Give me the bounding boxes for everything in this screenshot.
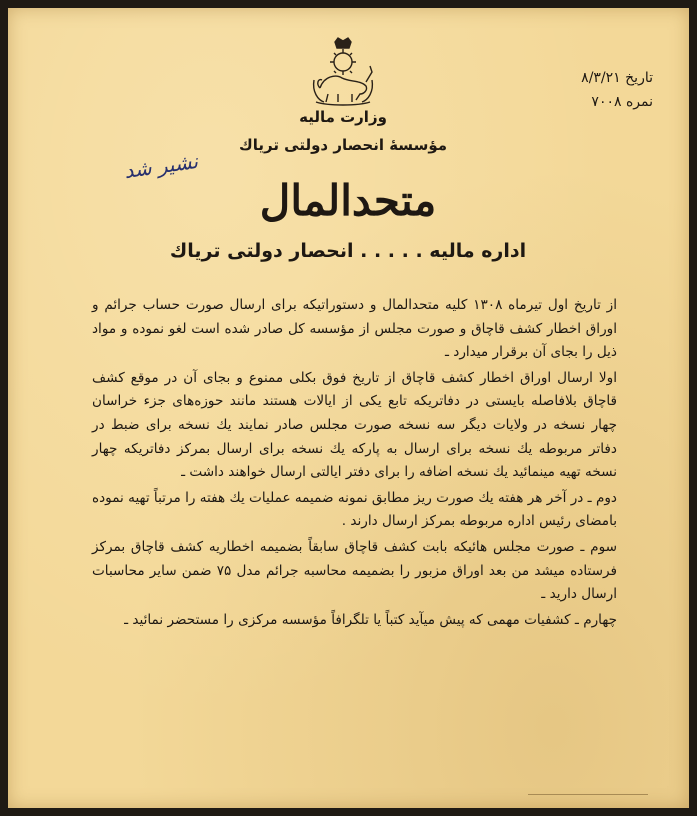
paragraph-intro: از تاریخ اول تیرماه ۱۳۰۸ کلیه متحدالمال و دستوراتیکه برای ارسال صورت حساب جرائم و اوراق اخطار کشف قاچاق و صورت مجلس از مؤسسه کل صادر شده است لغو نموده و مواد ذیل را بجای آن برقرار میدارد ـ bbox=[92, 297, 617, 361]
paragraph-fourth: چهارم ـ کشفیات مهمی که پیش میآید کتباً یا تلگرافاً مؤسسه مرکزی را مستحضر نمائید ـ bbox=[124, 611, 617, 628]
document-body bbox=[92, 294, 617, 634]
document-page bbox=[8, 8, 689, 808]
ministry-name: وزارت مالیه bbox=[299, 108, 387, 126]
lion-and-sun-emblem-icon bbox=[308, 36, 378, 108]
recipient-line: اداره مالیه . . . . . انحصار دولتی تریاك bbox=[169, 240, 527, 262]
paragraph-second: دوم ـ در آخر هر هفته یك صورت ریز مطابق نمونه ضمیمه عملیات یك هفته را مرتباً تهیه نموده بامضای رئیس اداره مربوطه بمرکز ارسال دارند . bbox=[92, 489, 617, 530]
paragraph-third: سوم ـ صورت مجلس هائیکه بابت کشف قاچاق سابقاً بضمیمه اخطاریه کشف قاچاق بمرکز فرستاده میشد من بعد اوراق مزبور را بضمیمه محاسبه جرائم مدل ۷۵ ضمن سایر محاسبات ارسال دارید ـ bbox=[92, 538, 617, 603]
number-label: نمره ۷۰۰۸ bbox=[591, 94, 653, 110]
organization-name: مؤسسهٔ انحصار دولتی تریاك bbox=[238, 136, 448, 154]
handwritten-note: نشیر شد bbox=[122, 148, 200, 184]
paragraph-first: اولا ارسال اوراق اخطار کشف قاچاق از تاریخ فوق بکلی ممنوع و بجای آن در موقع کشف قاچاق بلافاصله بایستی در دفاتریکه تابع یکی از ایالات هستند مانند حوزه‌های جزء خراسان چهار نسخه در ولایات دیگر سه نسخه صورت مجلس صادر نمایند یك نسخه برای ضبط در دفاتر مربوطه یك نسخه برای ارسال به پارکه یك نسخه برای ارسال بمرکز دفاتریکه چهار نسخه تهیه مینمائید یك نسخه اضافه را برای دفتر ایالتی ارسال خواهند داشت ـ bbox=[92, 369, 617, 481]
divider-line bbox=[528, 794, 648, 795]
circular-title: متحدالمال bbox=[259, 176, 437, 225]
date-label: تاریخ ۸/۳/۲۱ bbox=[581, 70, 653, 86]
reference-block bbox=[581, 66, 653, 114]
